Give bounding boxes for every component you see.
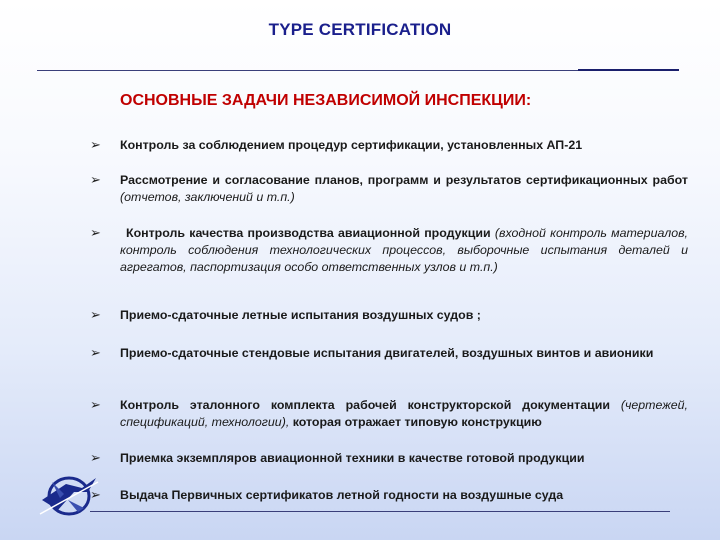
arrowhead-bullet-icon: ➢ [90,488,101,503]
list-item-tail: которая отражает типовую конструкцию [289,415,542,429]
aviation-register-logo-icon [38,470,100,520]
arrowhead-bullet-icon: ➢ [90,451,101,466]
page-title: TYPE CERTIFICATION [268,20,452,39]
footer-divider [90,511,670,512]
list-item-text: Приемка экземпляров авиационной техники в качестве готовой продукции [120,451,585,465]
list-item-text [120,397,688,431]
list-item-note: (отчетов, заключений и т.п.) [120,190,295,204]
arrowhead-bullet-icon: ➢ [90,138,101,153]
list-item-main: Контроль эталонного комплекта рабочей конструкторской документации [120,398,610,412]
list-item-text: Приемо-сдаточные стендовые испытания двигателей, воздушных винтов и авионики [120,346,654,360]
arrowhead-bullet-icon: ➢ [90,398,101,413]
list-item-text: Выдача Первичных сертификатов летной годности на воздушные суда [120,488,564,502]
list-item-text: Контроль за соблюдением процедур сертификации, установленных АП-21 [120,138,583,152]
list-item-text: Приемо-сдаточные летные испытания воздушных судов ; [120,308,481,322]
list-item-note: (чертежей, спецификаций, технологии), [120,398,688,429]
arrowhead-bullet-icon: ➢ [90,308,101,323]
arrowhead-bullet-icon: ➢ [90,173,101,188]
section-heading: ОСНОВНЫЕ ЗАДАЧИ НЕЗАВИСИМОЙ ИНСПЕКЦИИ: [120,92,532,109]
list-item-main: Рассмотрение и согласование планов, программ и результатов сертификационных работ [120,173,688,187]
list-item-text [120,172,688,206]
arrowhead-bullet-icon: ➢ [90,226,101,241]
list-item-text [120,225,688,276]
header-divider-accent [578,69,679,71]
list-item-note: (входной контроль материалов, контроль соблюдения технологических процессов, выборочные испытания деталей и агрегатов, паспортизация особо ответственных узлов и т.п.) [120,226,689,274]
arrowhead-bullet-icon: ➢ [90,346,101,361]
list-item-main: Контроль качества производства авиационной продукции [126,226,491,240]
